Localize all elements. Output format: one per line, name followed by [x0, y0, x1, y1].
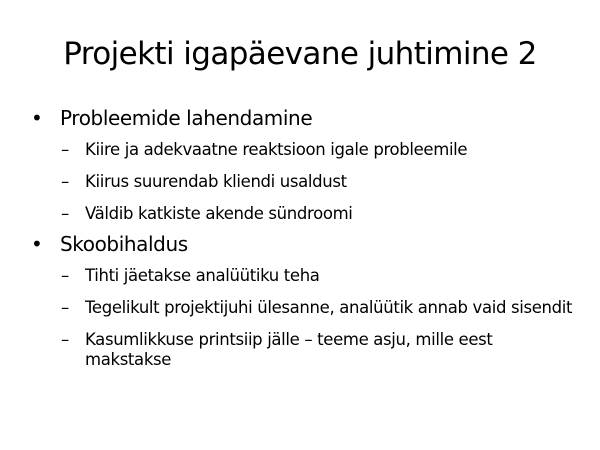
- list-item: [61, 140, 575, 160]
- section-heading-label: Skoobihaldus: [60, 232, 188, 256]
- list-item: [61, 266, 575, 286]
- slide-title: Projekti igapäevane juhtimine 2: [63, 36, 537, 72]
- section-heading-problem-solving: [30, 104, 575, 132]
- section-heading-label: Probleemide lahendamine: [60, 106, 313, 130]
- dash-icon: –: [61, 204, 69, 223]
- list-item-text: Väldib katkiste akende sündroomi: [85, 204, 353, 223]
- list-item: [61, 204, 575, 224]
- list-item-text: Tihti jäetakse analüütiku teha: [85, 266, 320, 285]
- dash-icon: –: [61, 172, 69, 191]
- dash-icon: –: [61, 266, 69, 285]
- list-item-text: Kasumlikkuse printsiip jälle – teeme asju, mille eest makstakse: [85, 330, 493, 369]
- dash-icon: –: [61, 330, 69, 349]
- list-item-text: Kiire ja adekvaatne reaktsioon igale probleemile: [85, 140, 468, 159]
- bullet-icon: •: [31, 106, 43, 130]
- bullet-icon: •: [31, 232, 43, 256]
- dash-icon: –: [61, 298, 69, 317]
- slide-content: [30, 104, 575, 370]
- list-item: [61, 298, 575, 318]
- dash-icon: –: [61, 140, 69, 159]
- list-item: [61, 172, 575, 192]
- list-item: [61, 330, 575, 370]
- section-heading-scope-management: [30, 230, 575, 258]
- list-item-text: Tegelikult projektijuhi ülesanne, analüütik annab vaid sisendit: [85, 298, 573, 317]
- list-item-text: Kiirus suurendab kliendi usaldust: [85, 172, 347, 191]
